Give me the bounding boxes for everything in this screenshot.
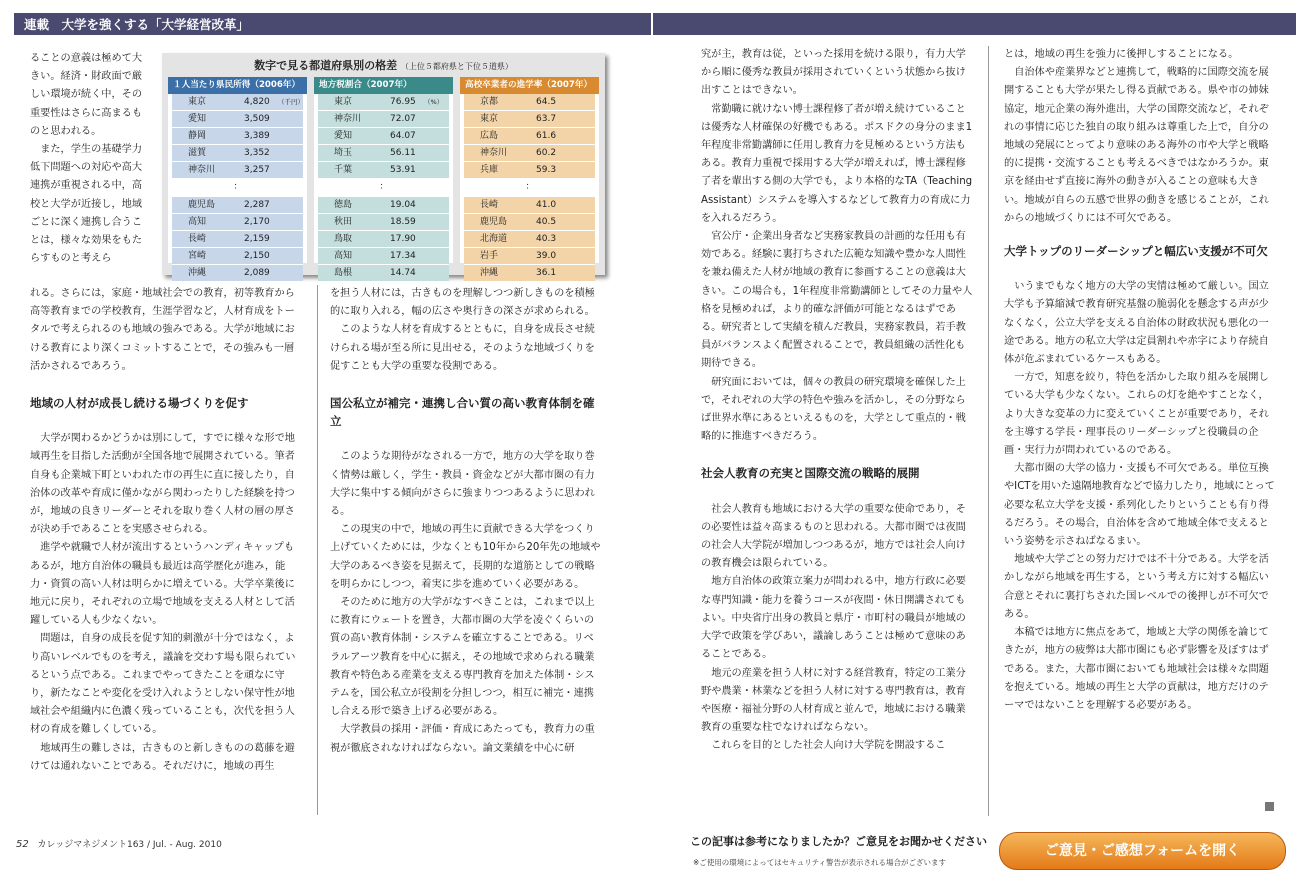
- paragraph: 地元の産業を担う人材に対する経営教育，特定の工業分野や農業・林業などを担う人材に対する専門教育は，教育や医療・福祉分野の人材育成と並んで，地域における職業教育の重要な柱でなければならない。: [701, 667, 966, 734]
- stat-value: 40.3: [536, 234, 557, 244]
- stats-row: [318, 111, 449, 128]
- prefecture-name: 高知: [334, 251, 353, 261]
- stats-row: [464, 111, 595, 128]
- paragraph: 常勤職に就けない博士課程修了者が増え続けていることは優秀な人材確保の好機でもある。ポスドクの身分のまま1年程度非常勤講師に任用し教育力を見極めるという方法もある。教育力重視で採用する大学が増えれば，博士課程修了者を輩出する側の大学でも，より本格的なTA（Teaching Assistant）システムを導入するなどして教育力の育成に力を入れるだろう。: [701, 103, 973, 224]
- stats-row: [172, 94, 303, 111]
- stats-row: [172, 145, 303, 162]
- paragraph: これらを目的とした社会人向け大学院を開設するこ: [711, 740, 946, 752]
- prefecture-name: 鳥取: [334, 234, 353, 244]
- prefecture-name: 鹿児島: [188, 200, 216, 210]
- paragraph: また，学生の基礎学力低下問題への対応や高大連携が重視される中，高校と大学が近接し，地域ごとに深く連携し合うことは，様々な効果をもたらすものと考えら: [30, 144, 143, 265]
- article-header-bar: [14, 13, 1296, 35]
- prefecture-name: 東京: [480, 114, 499, 124]
- column-2: [330, 285, 603, 758]
- stats-row: [464, 197, 595, 214]
- stat-value: 2,089: [244, 268, 270, 278]
- stats-row: [464, 145, 595, 162]
- paragraph: を担う人材には，古きものを理解しつつ新しきものを積極的に取り入れる，幅の広さや奥行きの深さが求められる。: [330, 288, 595, 318]
- stat-value: 59.3: [536, 165, 557, 175]
- paragraph: 問題は，自身の成長を促す知的刺激が十分ではなく，より高いレベルでものを考え，議論を交わす場も限られているという点である。これまでやってきたことを頑なに守り，新たなことや変化を受け入れようとしない保守性が地域社会や組織内に色濃く残っていることも，次代を担う人材の育成を難しくしている。: [30, 633, 296, 736]
- stat-unit: （千円）: [278, 98, 304, 106]
- prefecture-name: 長崎: [480, 200, 499, 210]
- stat-value: 2,287: [244, 200, 270, 210]
- section-heading: 社会人教育の充実と国際交流の戦略的展開: [701, 466, 920, 481]
- prefecture-name: 沖縄: [480, 268, 499, 278]
- prefecture-name: 鹿児島: [480, 217, 508, 227]
- prefecture-name: 宮崎: [188, 251, 207, 261]
- stats-box: [162, 53, 605, 278]
- paragraph: 官公庁・企業出身者など実務家教員の計画的な任用も有効である。経験に裏打ちされた広範な知識や豊かな人間性を兼ね備えた人材が地域の教育に参画することの意義は大きい。この場合も，1年程度非常勤講師としてその力量や人格を見極めれば，より的確な評価が可能となるはずである。研究者として実績を積んだ教員，実務家教員，若手教員がバランスよく配置されることで，教員組織の活性化も期待できる。: [701, 231, 973, 370]
- paragraph: 大都市圏の大学の協力・支援も不可欠である。単位互換やICTを用いた遠隔地教育などで協力したり，地域にとって必要な私立大学を支援・系列化したりということも有り得るだろう。その場合，自治体を含めて地域全体で支えるという姿勢を示さねばなるまい。: [1004, 463, 1275, 548]
- stats-row: [464, 128, 595, 145]
- stats-table-header: 高校卒業者の進学率（2007年）: [460, 77, 599, 94]
- magazine-name: カレッジマネジメント163 / Jul. - Aug. 2010: [37, 840, 222, 850]
- stats-title: [162, 57, 605, 73]
- prefecture-name: 神奈川: [334, 114, 362, 124]
- prefecture-name: 神奈川: [188, 165, 216, 175]
- stat-value: 3,352: [244, 148, 270, 158]
- prefecture-name: 愛知: [188, 114, 207, 124]
- ellipsis: ：: [233, 182, 242, 192]
- stats-row: [318, 248, 449, 265]
- stats-table-header: １人当たり県民所得（2006年）: [168, 77, 307, 94]
- stat-value: 2,170: [244, 217, 270, 227]
- paragraph: このような人材を育成するとともに，自身を成長させ続けられる場が至る所に見出せる，そのような地域づくりを促すことも大学の重要な役割である。: [330, 324, 595, 372]
- stats-row: [318, 145, 449, 162]
- stats-row: [464, 162, 595, 179]
- paragraph: 社会人教育も地域における大学の重要な使命であり，その必要性は益々高まるものと思われる。大都市圏では夜間の社会人大学院が増加しつつあるが，地方では社会人向けの教育機会は限られている。: [701, 503, 966, 570]
- prefecture-name: 神奈川: [480, 148, 508, 158]
- stat-value: 53.91: [390, 165, 416, 175]
- paragraph: 大学が関わるかどうかは別にして，すでに様々な形で地域再生を目指した活動が全国各地で展開されている。筆者自身も企業城下町といわれた市の再生に直に接したり，自治体の改革や育成に僅かながら関わったりした経験を持つが，地域の良きリーダーとそれを取り巻く人材の層の厚さが決め手であることを実感させられる。: [30, 433, 295, 536]
- stats-row: [464, 248, 595, 265]
- prefecture-name: 秋田: [334, 217, 353, 227]
- stat-value: 61.6: [536, 131, 557, 141]
- stat-value: 3,389: [244, 131, 270, 141]
- stats-row: [318, 128, 449, 145]
- stat-value: 63.7: [536, 114, 557, 124]
- security-note: ※ご使用の環境によってはセキュリティ警告が表示される場合がございます: [693, 858, 947, 867]
- paragraph: 一方で，知恵を絞り，特色を活かした取り組みを展開している大学も少なくない。これらの灯を絶やすことなく，より大きな変革の力に変えていくことが重要であり，それを主導する学長・理事長のリーダーシップと役職員の企画・実行力が問われているのである。: [1004, 372, 1269, 457]
- page-number: 52: [16, 839, 29, 850]
- stat-value: 3,257: [244, 165, 270, 175]
- paragraph: そのために地方の大学がなすべきことは，これまで以上に教育にウェートを置き，大都市圏の大学を凌ぐくらいの質の高い教育体制・システムを確立することである。リベラルアーツ教育を中心に据え，その地域で求められる職業教育や特色ある産業を支える専門教育を加えた体制・システムを，国公私立が役割を分担しつつ，相互に補完・連携し合える形で築き上げる必要がある。: [330, 597, 595, 718]
- stats-row: [318, 94, 449, 111]
- paragraph: 進学や就職で人材が流出するというハンディキャップもあるが，地方自治体の職員も最近は高学歴化が進み，能力・資質の高い人材は明らかに増えている。大学卒業後に地元に戻り，それぞれの立場で地域を支える人材として活躍している人も少なくない。: [30, 542, 295, 627]
- column-rule: [317, 285, 318, 815]
- stat-value: 18.59: [390, 217, 416, 227]
- column-rule: [988, 46, 989, 816]
- prefecture-name: 北海道: [480, 234, 508, 244]
- stat-unit: （%）: [424, 98, 444, 106]
- feedback-question: この記事は参考になりましたか？ご意見をお聞かせください: [690, 835, 987, 848]
- prefecture-name: 兵庫: [480, 165, 499, 175]
- paragraph: 大学教員の採用・評価・育成にあたっても，教育力の重視が徹底されなければならない。論文業績を中心に研: [330, 724, 595, 754]
- paragraph: 自治体や産業界などと連携して，戦略的に国際交流を展開することも大学が果たし得る貢献である。県や市の姉妹協定，地元企業の海外進出，大学の国際交流など，それぞれの事情に応じた独自の取り組みは尊重した上で，自分の地域の発展にとってより意味のある海外の市や大学と戦略的に提携・交流することも考えるべきではなかろうか。東京を経由せず直接に海外の動きが入ることの意味も大きい。地域が自らの五感で世界の動きを感じることが，これからの地域づくりには不可欠である。: [1004, 67, 1269, 224]
- stat-value: 3,509: [244, 114, 270, 124]
- stat-value: 72.07: [390, 114, 416, 124]
- paragraph: このような期待がなされる一方で，地方の大学を取り巻く情勢は厳しく，学生・教員・資金などが大都市圏の有力大学に集中する傾向がさらに強まりつつあるように思われる。: [330, 451, 595, 518]
- stats-subtitle: （上位５都府県と下位５道県）: [400, 62, 513, 71]
- prefecture-name: 東京: [334, 97, 353, 107]
- stat-value: 40.5: [536, 217, 557, 227]
- stats-row: [172, 128, 303, 145]
- stat-value: 4,820: [244, 97, 270, 107]
- column-3: [701, 46, 974, 756]
- paragraph: とは，地域の再生を強力に後押しすることになる。: [1004, 49, 1239, 60]
- stats-row: [464, 214, 595, 231]
- prefecture-name: 広島: [480, 131, 499, 141]
- paragraph: 地域再生の難しさは，古きものと新しきものの葛藤を避けては通れないことである。それだけに，地域の再生: [30, 742, 295, 772]
- column-1-main: [30, 285, 303, 776]
- prefecture-name: 千葉: [334, 165, 353, 175]
- prefecture-name: 島根: [334, 268, 353, 278]
- prefecture-name: 岩手: [480, 251, 499, 261]
- stat-value: 64.07: [390, 131, 416, 141]
- stats-title-text: 数字で見る都道府県別の格差: [254, 59, 398, 72]
- stats-table-income: [168, 77, 307, 278]
- paragraph: れる。さらには，家庭・地域社会での教育，初等教育から高等教育までの学校教育，生涯学習など，人材育成をトータルで考えられるのも地域の強みである。大学が地域における教育により深くコミットすることで，その強みも一層活かされるであろう。: [30, 288, 295, 372]
- prefecture-name: 静岡: [188, 131, 207, 141]
- stat-value: 19.04: [390, 200, 416, 210]
- stats-row: [172, 197, 303, 214]
- stats-row: [464, 231, 595, 248]
- section-heading: 大学トップのリーダーシップと幅広い支援が不可欠: [1004, 244, 1268, 259]
- stat-value: 2,159: [244, 234, 270, 244]
- stats-row: [172, 231, 303, 248]
- stats-row: [172, 214, 303, 231]
- stat-value: 64.5: [536, 97, 557, 107]
- section-heading: 地域の人材が成長し続ける場づくりを促す: [30, 396, 249, 411]
- stats-row: [318, 162, 449, 179]
- stats-row: [172, 265, 303, 282]
- prefecture-name: 埼玉: [334, 148, 353, 158]
- stat-value: 17.34: [390, 251, 416, 261]
- stats-row: [464, 265, 595, 282]
- column-4: [1004, 46, 1277, 715]
- paragraph: 地域や大学ごとの努力だけでは不十分である。大学を活かしながら地域を再生する，という考え方に対する幅広い合意とそれに裏打ちされた国レベルでの後押しが不可欠である。: [1004, 554, 1269, 620]
- stat-value: 2,150: [244, 251, 270, 261]
- stat-value: 36.1: [536, 268, 557, 278]
- stats-table-enrollment: [460, 77, 599, 278]
- column-1-upper: [30, 50, 147, 268]
- stats-row: [172, 248, 303, 265]
- prefecture-name: 滋賀: [188, 148, 207, 158]
- stats-row: [318, 197, 449, 214]
- stat-value: 17.90: [390, 234, 416, 244]
- stats-row: [318, 265, 449, 282]
- paragraph: いうまでもなく地方の大学の実情は極めて厳しい。国立大学も予算縮減で教育研究基盤の脆弱化を懸念する声が少なくなく，公立大学を支える自治体の財政状況も悪化の一途である。地方の私立大学は定員割れや赤字により存続自体が危ぶまれているケースもある。: [1004, 281, 1269, 366]
- paragraph: 本稿では地方に焦点をあて，地域と大学の関係を論じてきたが，地方の疲弊は大都市圏にも必ず影響を及ぼすはずである。また，大都市圏においても地域社会は様々な問題を抱えている。地域の再生と大学の貢献は，地方だけのテーマではないことを理解する必要がある。: [1004, 627, 1269, 711]
- open-feedback-form-button[interactable]: ご意見・ご感想フォームを開く: [999, 832, 1286, 870]
- stats-table-local-tax: [314, 77, 453, 278]
- paragraph: この現実の中で，地域の再生に貢献できる大学をつくり上げていくためには，少なくとも10年から20年先の地域や大学のあるべき姿を見据えて，長期的な道筋としての戦略を明らかにしつつ，着実に歩を進めていく必要がある。: [330, 524, 601, 590]
- page-spread-divider: [651, 13, 653, 35]
- stats-row: [318, 214, 449, 231]
- paragraph: 地方自治体の政策立案力が問われる中，地方行政に必要な専門知識・能力を養うコースが夜間・休日開講されてもよい。中央省庁出身の教員と県庁・市町村の職員が地域の大学で政策を学びあい，議論しあうことは極めて意味のあることである。: [701, 576, 966, 661]
- prefecture-name: 長崎: [188, 234, 207, 244]
- stat-value: 14.74: [390, 268, 416, 278]
- stats-row: [464, 94, 595, 111]
- stats-table-header: 地方税割合（2007年）: [314, 77, 453, 94]
- stats-row: [172, 111, 303, 128]
- series-title: 連載 大学を強くする「大学経営改革」: [24, 17, 250, 32]
- prefecture-name: 徳島: [334, 200, 353, 210]
- prefecture-name: 東京: [188, 97, 207, 107]
- prefecture-name: 愛知: [334, 131, 353, 141]
- ellipsis: ：: [379, 182, 388, 192]
- stat-value: 56.11: [390, 148, 416, 158]
- article-end-mark: [1265, 802, 1274, 811]
- stat-value: 41.0: [536, 200, 557, 210]
- stat-value: 60.2: [536, 148, 557, 158]
- stat-value: 39.0: [536, 251, 557, 261]
- prefecture-name: 京都: [480, 97, 499, 107]
- stats-row: [172, 162, 303, 179]
- paragraph: ることの意義は極めて大きい。経済・財政面で厳しい環境が続く中，その重要性はさらに高まるものと思われる。: [30, 53, 143, 137]
- prefecture-name: 沖縄: [188, 268, 207, 278]
- paragraph: 研究面においては，個々の教員の研究環境を確保した上で，それぞれの大学の特色や強みを活かし，その分野ならば世界水準にあるといえるものを，大学として重点的・戦略的に推進すべきだろう。: [701, 376, 966, 443]
- section-heading: 国公私立が補完・連携し合い質の高い教育体制を確立: [330, 396, 595, 429]
- ellipsis: ：: [525, 182, 534, 192]
- stats-row: [318, 231, 449, 248]
- prefecture-name: 高知: [188, 217, 207, 227]
- stat-value: 76.95: [390, 97, 416, 107]
- page-footer: [16, 837, 222, 850]
- paragraph: 究が主，教育は従，といった採用を続ける限り，有力大学から順に優秀な教員が採用されていくという状態から抜け出すことはできない。: [701, 49, 966, 97]
